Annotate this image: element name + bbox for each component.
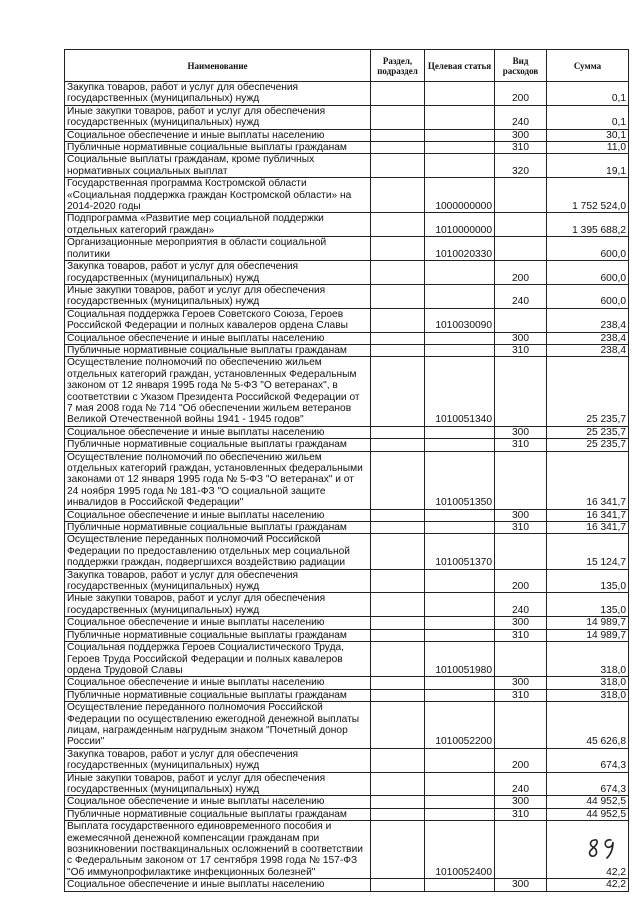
table-row [65, 593, 629, 617]
row-kind [495, 642, 547, 677]
row-sum: 318,0 [547, 677, 629, 689]
row-target [425, 522, 495, 534]
row-section [371, 308, 425, 332]
row-name: Осуществление переданного полномочия Российской Федерации по осуществлению ежегодной денежной выплаты лицам, награжденным нагрудным знаком "Почетный донор России" [65, 702, 371, 749]
row-kind [495, 308, 547, 332]
row-sum: 15 124,7 [547, 534, 629, 569]
row-target [425, 593, 495, 617]
row-name: Иные закупки товаров, работ и услуг для обеспечения государственных (муниципальных) нужд [65, 593, 371, 617]
table-row [65, 426, 629, 438]
row-sum: 16 341,7 [547, 522, 629, 534]
table-row [65, 509, 629, 521]
row-target [425, 344, 495, 356]
row-section [371, 357, 425, 426]
table-row [65, 689, 629, 701]
row-name: Осуществление полномочий по обеспечению жильем отдельных категорий граждан, установленных Федеральным законом от 12 января 1995 года № 5-ФЗ "О ветеранах", в соответствии с Указом Президента Российской Федерации от 7 мая 2008 года № 714 "Об обеспечении жильем ветеранов Великой Отечественной войны 1941 - 1945 годов" [65, 357, 371, 426]
table-row [65, 357, 629, 426]
table-row [65, 451, 629, 509]
row-name: Осуществление переданных полномочий Российской Федерации по предоставлению отдельных мер социальной поддержки граждан, подвергшихся воздействию радиации [65, 534, 371, 569]
row-name: Иные закупки товаров, работ и услуг для обеспечения государственных (муниципальных) нужд [65, 772, 371, 796]
row-name: Публичные нормативные социальные выплаты гражданам [65, 142, 371, 154]
table-row [65, 702, 629, 749]
row-section [371, 629, 425, 641]
row-name: Выплата государственного единовременного пособия и ежемесячной денежной компенсации гражданам при возникновении поствакцинальных осложнений в соответствии с Федеральным законом от 17 сентября 1998 года № 157-ФЗ "Об иммунопрофилактике инфекционных болезней" [65, 821, 371, 879]
row-target [425, 569, 495, 593]
row-name: Закупка товаров, работ и услуг для обеспечения государственных (муниципальных) нужд [65, 82, 371, 106]
row-section [371, 772, 425, 796]
row-section [371, 617, 425, 629]
table-row [65, 178, 629, 213]
row-sum: 1 752 524,0 [547, 178, 629, 213]
row-name: Закупка товаров, работ и услуг для обеспечения государственных (муниципальных) нужд [65, 748, 371, 772]
row-target [425, 284, 495, 308]
row-name: Социальное обеспечение и иные выплаты населению [65, 617, 371, 629]
row-name: Социальное обеспечение и иные выплаты населению [65, 677, 371, 689]
row-section [371, 451, 425, 509]
row-sum: 11,0 [547, 142, 629, 154]
row-section [371, 344, 425, 356]
row-kind: 310 [495, 808, 547, 820]
table-row [65, 808, 629, 820]
row-sum: 238,4 [547, 332, 629, 344]
row-name: Публичные нормативные социальные выплаты гражданам [65, 629, 371, 641]
row-target [425, 509, 495, 521]
table-row [65, 522, 629, 534]
table-row [65, 796, 629, 808]
row-section [371, 261, 425, 285]
row-kind [495, 237, 547, 261]
row-sum: 0,1 [547, 82, 629, 106]
row-kind [495, 702, 547, 749]
row-kind: 300 [495, 617, 547, 629]
row-name: Социальное обеспечение и иные выплаты населению [65, 426, 371, 438]
table-row [65, 879, 629, 891]
row-section [371, 796, 425, 808]
table-body [65, 82, 629, 892]
row-kind: 300 [495, 129, 547, 141]
row-kind: 300 [495, 426, 547, 438]
row-target [425, 82, 495, 106]
row-kind [495, 451, 547, 509]
row-sum: 600,0 [547, 284, 629, 308]
row-sum: 42,2 [547, 879, 629, 891]
row-section [371, 129, 425, 141]
row-section [371, 677, 425, 689]
row-kind: 300 [495, 677, 547, 689]
row-kind [495, 213, 547, 237]
row-name: Организационные мероприятия в области социальной политики [65, 237, 371, 261]
row-kind: 310 [495, 629, 547, 641]
row-kind: 300 [495, 879, 547, 891]
row-target [425, 439, 495, 451]
row-name: Социальная поддержка Героев Советского Союза, Героев Российской Федерации и полных кавалеров ордена Славы [65, 308, 371, 332]
row-section [371, 82, 425, 106]
row-name: Социальные выплаты гражданам, кроме публичных нормативных социальных выплат [65, 154, 371, 178]
row-name: Социальное обеспечение и иные выплаты населению [65, 332, 371, 344]
row-sum: 674,3 [547, 772, 629, 796]
row-target: 1010051350 [425, 451, 495, 509]
budget-table [64, 49, 629, 892]
row-kind: 240 [495, 772, 547, 796]
row-name: Социальное обеспечение и иные выплаты населению [65, 796, 371, 808]
row-sum: 135,0 [547, 593, 629, 617]
row-target [425, 332, 495, 344]
row-section [371, 702, 425, 749]
table-row [65, 213, 629, 237]
row-name: Социальное обеспечение и иные выплаты населению [65, 879, 371, 891]
row-target: 1010051370 [425, 534, 495, 569]
row-target [425, 105, 495, 129]
row-section [371, 154, 425, 178]
row-name: Подпрограмма «Развитие мер социальной поддержки отдельных категорий граждан» [65, 213, 371, 237]
table-row [65, 629, 629, 641]
row-sum: 25 235,7 [547, 439, 629, 451]
row-name: Публичные нормативные социальные выплаты гражданам [65, 439, 371, 451]
header-target: Целевая статья [425, 50, 495, 82]
row-section [371, 105, 425, 129]
header-kind: Вид расходов [495, 50, 547, 82]
row-sum: 19,1 [547, 154, 629, 178]
table-row [65, 772, 629, 796]
row-kind: 320 [495, 154, 547, 178]
table-row [65, 677, 629, 689]
row-section [371, 332, 425, 344]
row-target [425, 617, 495, 629]
row-name: Закупка товаров, работ и услуг для обеспечения государственных (муниципальных) нужд [65, 569, 371, 593]
row-sum: 44 952,5 [547, 796, 629, 808]
row-kind [495, 178, 547, 213]
row-kind: 310 [495, 344, 547, 356]
table-row [65, 308, 629, 332]
row-target: 1010020330 [425, 237, 495, 261]
row-name: Социальное обеспечение и иные выплаты населению [65, 509, 371, 521]
row-target [425, 154, 495, 178]
row-target: 1000000000 [425, 178, 495, 213]
row-kind: 200 [495, 569, 547, 593]
row-section [371, 642, 425, 677]
row-sum: 25 235,7 [547, 426, 629, 438]
row-section [371, 689, 425, 701]
row-kind [495, 357, 547, 426]
table-row [65, 284, 629, 308]
table-row [65, 154, 629, 178]
row-section [371, 534, 425, 569]
row-section [371, 821, 425, 879]
row-section [371, 178, 425, 213]
row-sum: 14 989,7 [547, 629, 629, 641]
table-header-row [65, 50, 629, 82]
row-target [425, 796, 495, 808]
row-sum: 600,0 [547, 237, 629, 261]
table-row [65, 237, 629, 261]
row-section [371, 569, 425, 593]
row-kind: 240 [495, 593, 547, 617]
table-row [65, 105, 629, 129]
row-target: 1010052200 [425, 702, 495, 749]
row-target: 1010052400 [425, 821, 495, 879]
row-target [425, 677, 495, 689]
row-kind: 240 [495, 284, 547, 308]
row-section [371, 879, 425, 891]
row-section [371, 213, 425, 237]
row-sum: 44 952,5 [547, 808, 629, 820]
row-sum: 318,0 [547, 689, 629, 701]
row-target [425, 142, 495, 154]
row-name: Иные закупки товаров, работ и услуг для обеспечения государственных (муниципальных) нужд [65, 284, 371, 308]
row-target [425, 426, 495, 438]
row-sum: 16 341,7 [547, 451, 629, 509]
row-section [371, 522, 425, 534]
row-sum: 42,2 [547, 821, 629, 879]
row-section [371, 509, 425, 521]
row-sum: 674,3 [547, 748, 629, 772]
table-row [65, 534, 629, 569]
row-kind: 300 [495, 796, 547, 808]
row-kind [495, 534, 547, 569]
row-name: Социальная поддержка Героев Социалистического Труда, Героев Труда Российской Федерации и полных кавалеров ордена Трудовой Славы [65, 642, 371, 677]
header-name: Наименование [65, 50, 371, 82]
row-target [425, 129, 495, 141]
row-target [425, 261, 495, 285]
row-kind: 310 [495, 522, 547, 534]
table-row [65, 82, 629, 106]
row-sum: 0,1 [547, 105, 629, 129]
table-row [65, 821, 629, 879]
row-sum: 30,1 [547, 129, 629, 141]
table-row [65, 748, 629, 772]
row-kind: 200 [495, 82, 547, 106]
table-row [65, 439, 629, 451]
row-sum: 16 341,7 [547, 509, 629, 521]
row-target [425, 689, 495, 701]
row-sum: 14 989,7 [547, 617, 629, 629]
row-name: Иные закупки товаров, работ и услуг для обеспечения государственных (муниципальных) нужд [65, 105, 371, 129]
table-row [65, 617, 629, 629]
row-sum: 238,4 [547, 344, 629, 356]
row-sum: 135,0 [547, 569, 629, 593]
table-row [65, 344, 629, 356]
row-kind: 200 [495, 748, 547, 772]
table-row [65, 142, 629, 154]
row-kind: 200 [495, 261, 547, 285]
row-section [371, 808, 425, 820]
row-sum: 318,0 [547, 642, 629, 677]
row-target [425, 808, 495, 820]
row-target: 1010051340 [425, 357, 495, 426]
row-kind [495, 821, 547, 879]
row-name: Публичные нормативные социальные выплаты гражданам [65, 522, 371, 534]
handwritten-page-number [586, 836, 620, 860]
row-section [371, 284, 425, 308]
row-target: 1010051980 [425, 642, 495, 677]
row-sum: 600,0 [547, 261, 629, 285]
row-section [371, 439, 425, 451]
row-section [371, 237, 425, 261]
row-target: 1010000000 [425, 213, 495, 237]
row-target: 1010030090 [425, 308, 495, 332]
table-row [65, 642, 629, 677]
row-section [371, 426, 425, 438]
row-kind: 240 [495, 105, 547, 129]
row-target [425, 629, 495, 641]
row-section [371, 748, 425, 772]
row-target [425, 879, 495, 891]
table-row [65, 261, 629, 285]
row-kind: 310 [495, 439, 547, 451]
row-sum: 1 395 688,2 [547, 213, 629, 237]
header-section: Раздел, подраздел [371, 50, 425, 82]
row-name: Социальное обеспечение и иные выплаты населению [65, 129, 371, 141]
row-sum: 45 626,8 [547, 702, 629, 749]
row-name: Публичные нормативные социальные выплаты гражданам [65, 344, 371, 356]
row-kind: 300 [495, 509, 547, 521]
table-row [65, 129, 629, 141]
row-target [425, 772, 495, 796]
header-sum: Сумма [547, 50, 629, 82]
row-kind: 310 [495, 689, 547, 701]
row-section [371, 593, 425, 617]
row-kind: 310 [495, 142, 547, 154]
row-section [371, 142, 425, 154]
row-kind: 300 [495, 332, 547, 344]
row-name: Публичные нормативные социальные выплаты гражданам [65, 808, 371, 820]
row-sum: 238,4 [547, 308, 629, 332]
table-row [65, 569, 629, 593]
row-name: Закупка товаров, работ и услуг для обеспечения государственных (муниципальных) нужд [65, 261, 371, 285]
row-name: Публичные нормативные социальные выплаты гражданам [65, 689, 371, 701]
row-target [425, 748, 495, 772]
row-name: Государственная программа Костромской области «Социальная поддержка граждан Костромской области» на 2014-2020 годы [65, 178, 371, 213]
row-name: Осуществление полномочий по обеспечению жильем отдельных категорий граждан, установленных федеральными законами от 12 января 1995 года № 5-ФЗ "О ветеранах" и от 24 ноября 1995 года № 181-ФЗ "О социальной защите инвалидов в Российской Федерации" [65, 451, 371, 509]
row-sum: 25 235,7 [547, 357, 629, 426]
table-row [65, 332, 629, 344]
